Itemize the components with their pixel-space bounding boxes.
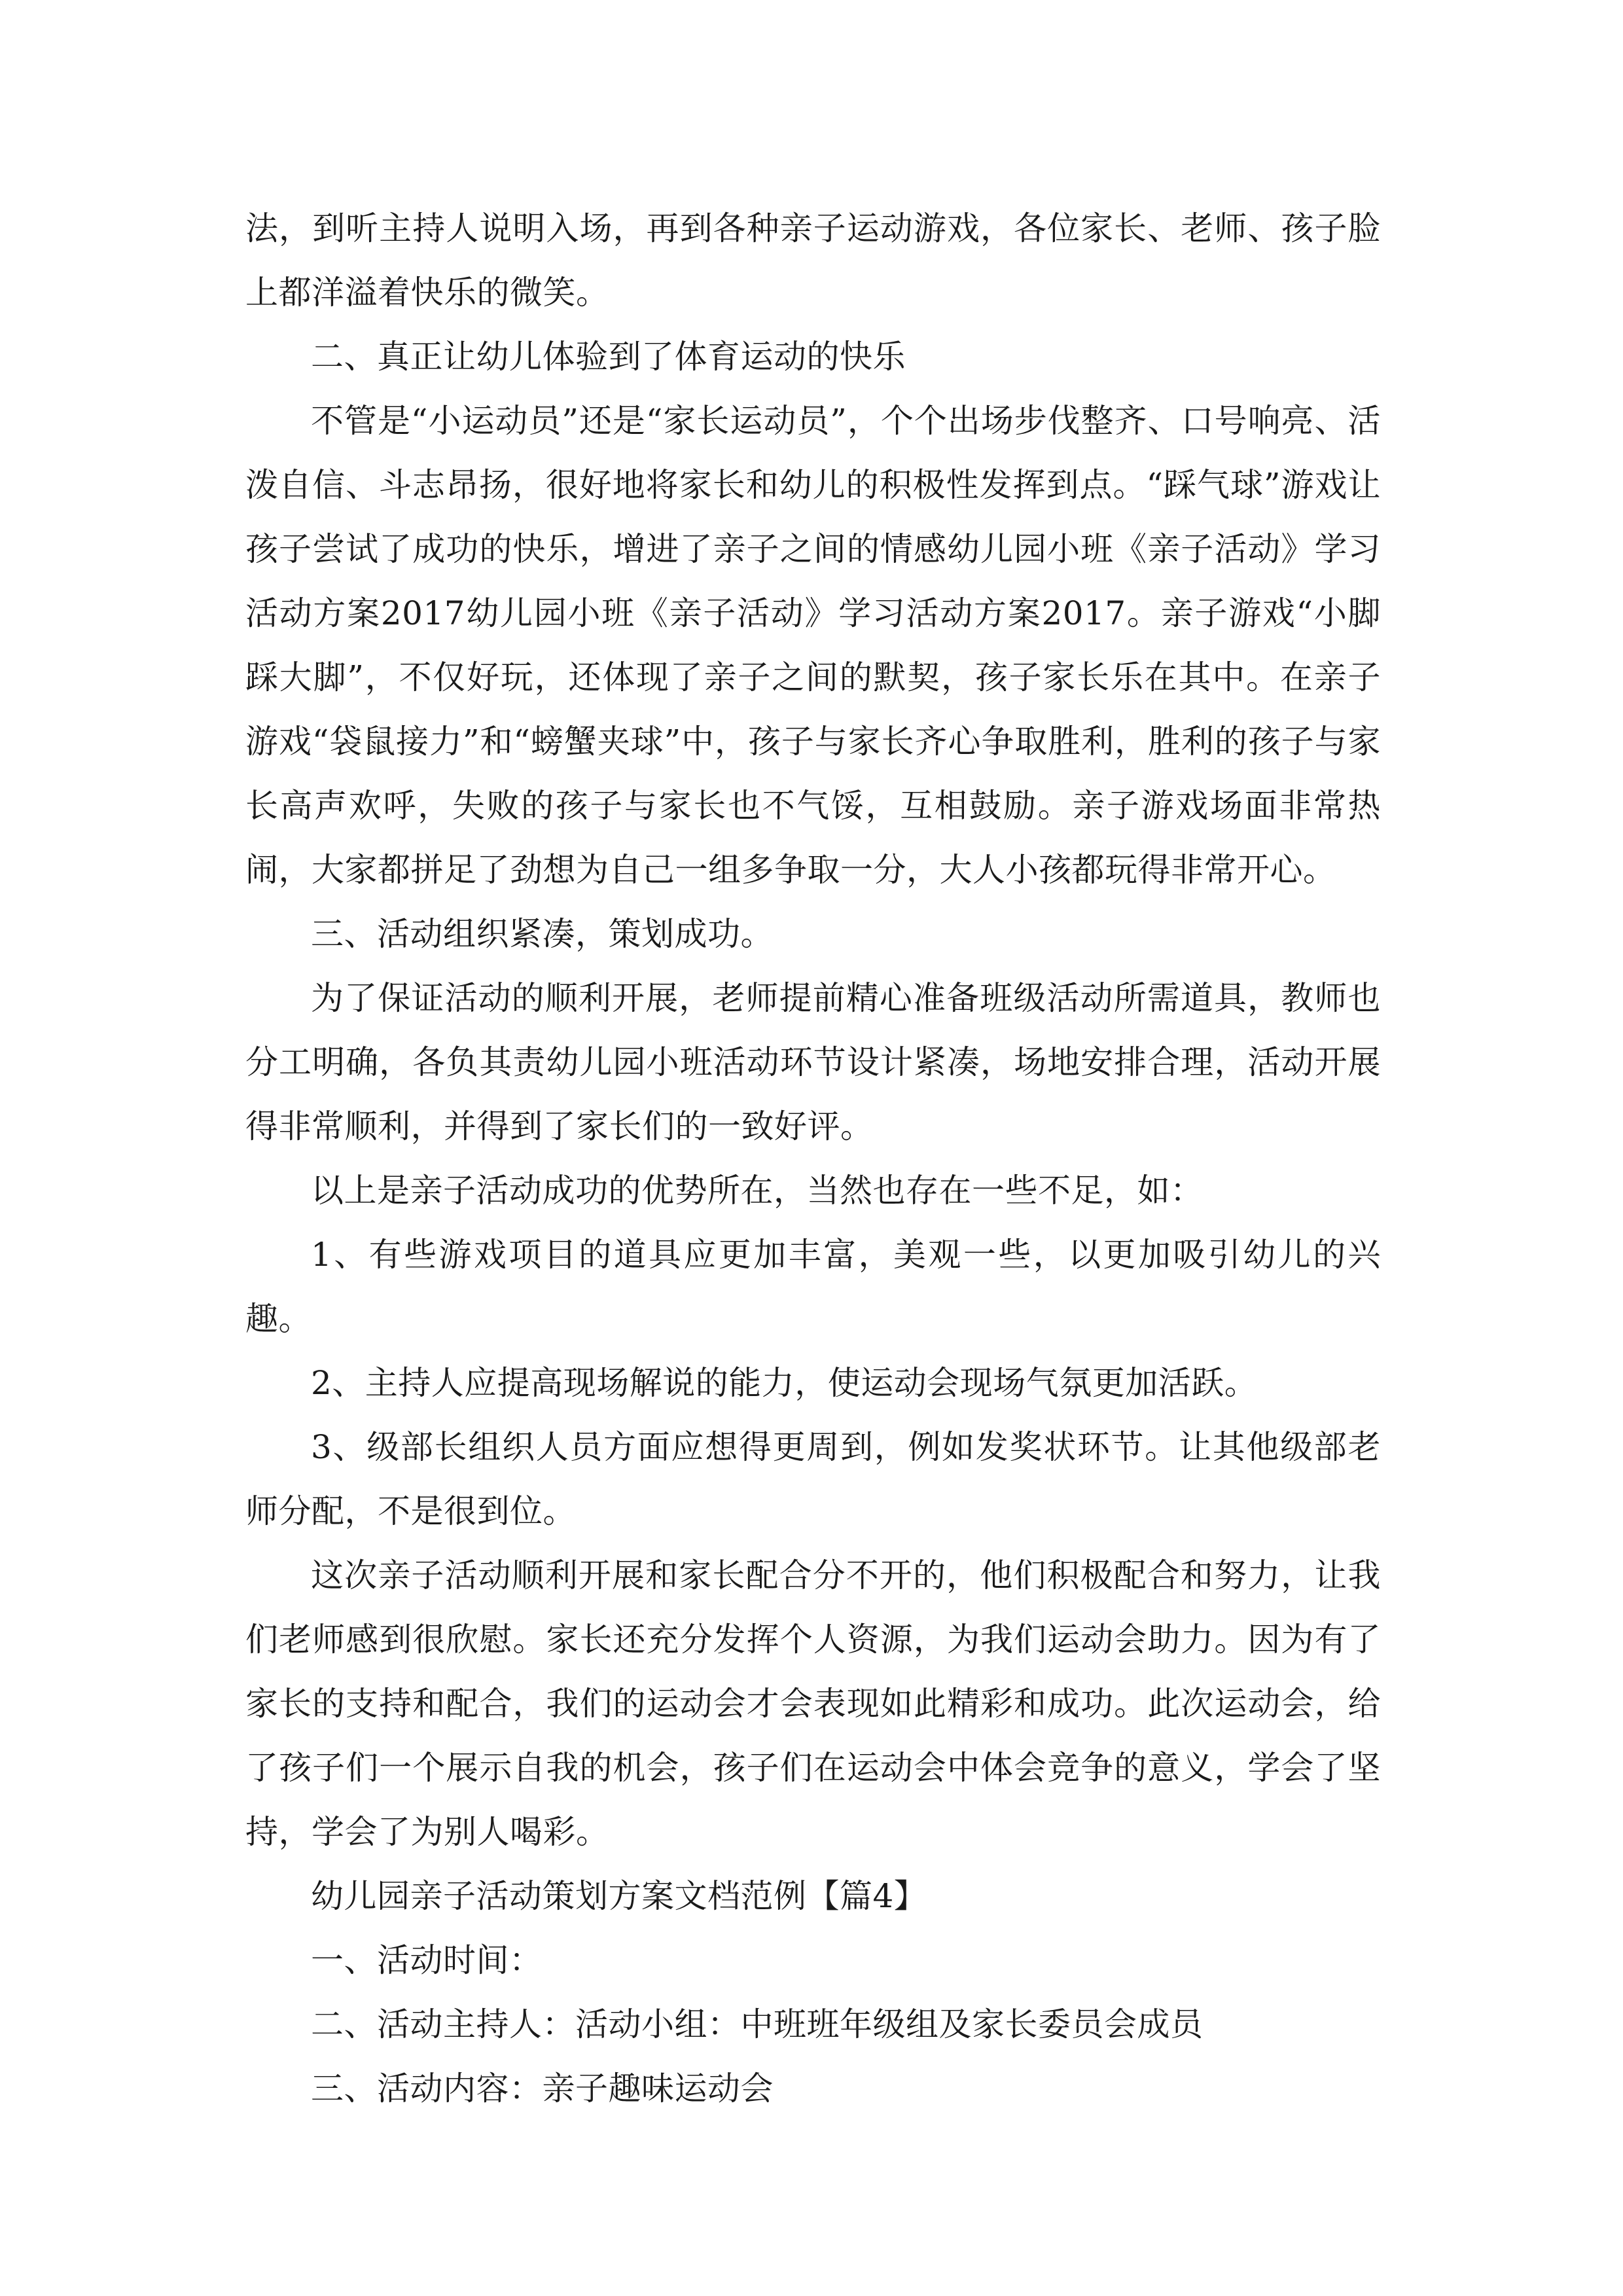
section-item: 二、活动主持人：活动小组：中班班年级组及家长委员会成员 bbox=[311, 2005, 1204, 2043]
paragraph: 不管是“小运动员”还是“家长运动员”，个个出场步伐整齐、口号响亮、活泼自信、斗志昂扬，很好地将家长和幼儿的积极性发挥到点。“踩气球”游戏让孩子尝试了成功的快乐，增进了亲子之间的情感幼儿园小班《亲子活动》学习活动方案2017幼儿园小班《亲子活动》学习活动方案2017。亲子游戏“小脚踩大脚”，不仅好玩，还体现了亲子之间的默契，孩子家长乐在其中。在亲子游戏“袋鼠接力”和“螃蟹夹球”中，孩子与家长齐心争取胜利，胜利的孩子与家长高声欢呼，失败的孩子与家长也不气馁，互相鼓励。亲子游戏场面非常热闹，大家都拼足了劲想为自己一组多争取一分，大人小孩都玩得非常开心。 bbox=[245, 402, 1381, 889]
document-section-title: 幼儿园亲子活动策划方案文档范例【篇4】 bbox=[311, 1877, 927, 1915]
paragraph: 这次亲子活动顺利开展和家长配合分不开的，他们积极配合和努力，让我们老师感到很欣慰。家长还充分发挥个人资源，为我们运动会助力。因为有了家长的支持和配合，我们的运动会才会表现如此精彩和成功。此次运动会，给了孩子们一个展示自我的机会，孩子们在运动会中体会竞争的意义，学会了坚持，学会了为别人喝彩。 bbox=[245, 1556, 1381, 1851]
section-item: 一、活动时间： bbox=[311, 1941, 543, 1979]
section-heading-3: 三、活动组织紧凑，策划成功。 bbox=[311, 915, 774, 953]
document-body bbox=[245, 196, 1381, 2121]
paragraph: 以上是亲子活动成功的优势所在，当然也存在一些不足，如： bbox=[311, 1172, 1204, 1210]
section-item: 三、活动内容：亲子趣味运动会 bbox=[311, 2070, 774, 2108]
list-item: 1、有些游戏项目的道具应更加丰富，美观一些，以更加吸引幼儿的兴趣。 bbox=[245, 1236, 1381, 1338]
list-item: 2、主持人应提高现场解说的能力，使运动会现场气氛更加活跃。 bbox=[311, 1364, 1258, 1402]
paragraph-continuation: 法，到听主持人说明入场，再到各种亲子运动游戏，各位家长、老师、孩子脸上都洋溢着快乐的微笑。 bbox=[245, 209, 1381, 312]
paragraph: 为了保证活动的顺利开展，老师提前精心准备班级活动所需道具，教师也分工明确，各负其责幼儿园小班活动环节设计紧凑，场地安排合理，活动开展得非常顺利，并得到了家长们的一致好评。 bbox=[245, 979, 1381, 1145]
section-heading-2: 二、真正让幼儿体验到了体育运动的快乐 bbox=[311, 338, 906, 376]
list-item: 3、级部长组织人员方面应想得更周到，例如发奖状环节。让其他级部老师分配，不是很到位。 bbox=[245, 1428, 1381, 1530]
